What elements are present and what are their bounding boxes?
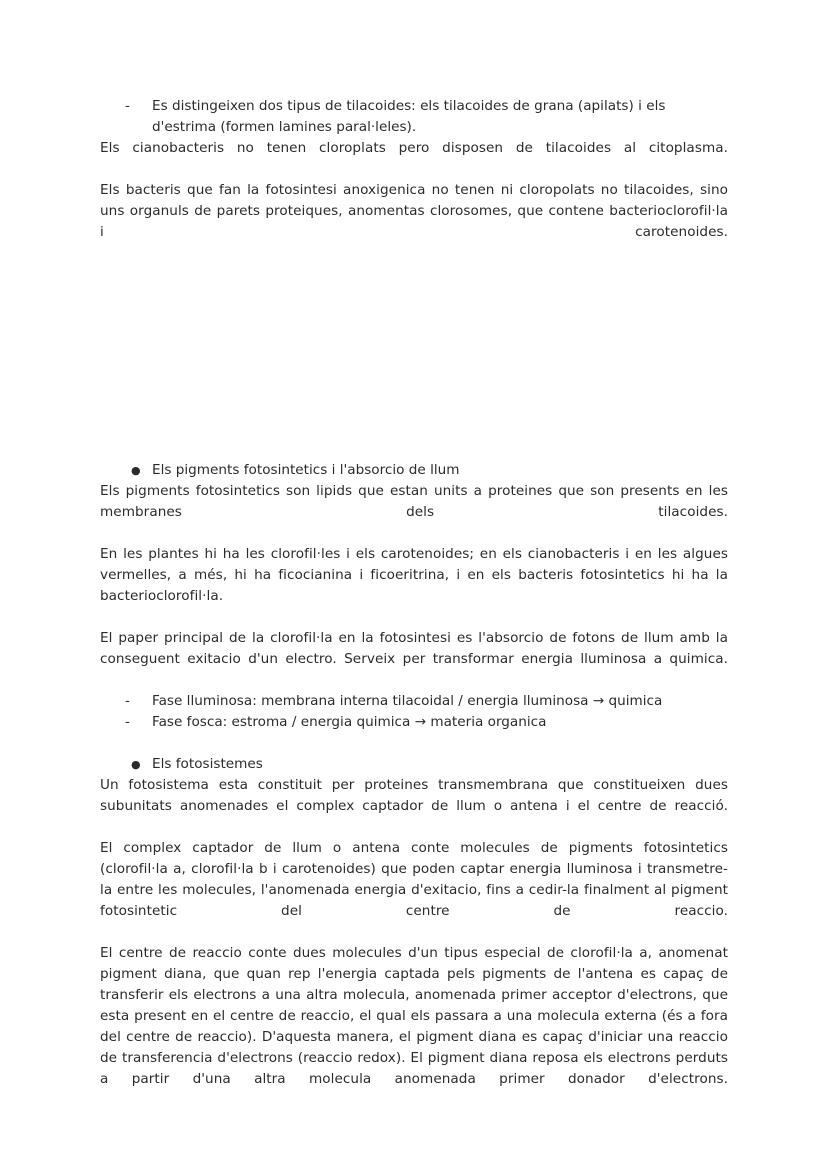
list-item-text: Es distingeixen dos tipus de tilacoides: els tilacoides de grana (apilats) i els d'estrima (formen lamines paral·leles).	[152, 98, 666, 135]
list-item	[100, 460, 728, 481]
paragraph: Els bacteris que fan la fotosintesi anoxigenica no tenen ni cloropolats no tilacoides, sino uns organuls de parets proteiques, anomentas clorosomes, que contene bacterioclorofil·la i carotenoides.	[100, 182, 728, 240]
round-bullet-icon: ●	[131, 758, 141, 771]
fases-dash-list	[100, 691, 728, 733]
paragraph: Els pigments fotosintetics son lipids que estan units a proteines que son presents en les membranes dels tilacoides.	[100, 483, 728, 520]
section-heading-fotosistemes: Els fotosistemes	[152, 756, 263, 772]
paragraph: El centre de reaccio conte dues molecules d'un tipus especial de clorofil·la a, anomenat pigment diana, que quan rep l'energia captada pels pigments de l'antena es capaç de transferir els electrons a una altra molecula, anomenada primer acceptor d'electrons, que esta present en el centre de reaccio, el qual els passara a una molecula externa (és a fora del centre de reaccio). D'aquesta manera, el pigment diana es capaç d'iniciar una reaccio de transferencia d'electrons (reaccio redox). El pigment diana reposa els electrons perduts a partir d'una altra molecula anomenada primer donador d'electrons.	[100, 945, 728, 1087]
list-item	[100, 96, 728, 138]
list-item	[100, 691, 728, 712]
figure-placeholder-area	[100, 264, 728, 460]
dash-bullet-icon: -	[125, 714, 130, 730]
list-item	[100, 712, 728, 733]
paragraph: Un fotosistema esta constituit per proteines transmembrana que constitueixen dues subunitats anomenades el complex captador de llum o antena i el centre de reacció.	[100, 777, 728, 814]
list-item	[100, 754, 728, 775]
document-body	[100, 96, 728, 1111]
section-heading-pigments: Els pigments fotosintetics i l'absorcio de llum	[152, 462, 460, 478]
paragraph: El complex captador de llum o antena conte molecules de pigments fotosintetics (clorofil·la a, clorofil·la b i carotenoides) que poden captar energia lluminosa i transmetre-la entre les molecules, l'anomenada energia d'exitacio, fins a cedir-la finalment al pigment fotosintetic del centre de reaccio.	[100, 840, 728, 919]
paragraph: En les plantes hi ha les clorofil·les i els carotenoides; en els cianobacteris i en les algues vermelles, a més, hi ha ficocianina i ficoeritrina, i en els bacteris fotosintetics hi ha la bacterioclorofil·la.	[100, 546, 728, 604]
round-bullet-icon: ●	[131, 464, 141, 477]
fotosistemes-heading-list	[100, 754, 728, 775]
dash-bullet-icon: -	[125, 98, 130, 114]
list-item-text: Fase fosca: estroma / energia quimica → materia organica	[152, 714, 547, 730]
tilacoides-dash-list	[100, 96, 728, 138]
pigments-heading-list	[100, 460, 728, 481]
paragraph: Els cianobacteris no tenen cloroplats pero disposen de tilacoides al citoplasma.	[100, 140, 728, 156]
paragraph: El paper principal de la clorofil·la en la fotosintesi es l'absorcio de fotons de llum amb la conseguent exitacio d'un electro. Serveix per transformar energia lluminosa a quimica.	[100, 630, 728, 667]
section-spacer	[100, 733, 728, 754]
list-item-text: Fase lluminosa: membrana interna tilacoidal / energia lluminosa → quimica	[152, 693, 663, 709]
dash-bullet-icon: -	[125, 693, 130, 709]
